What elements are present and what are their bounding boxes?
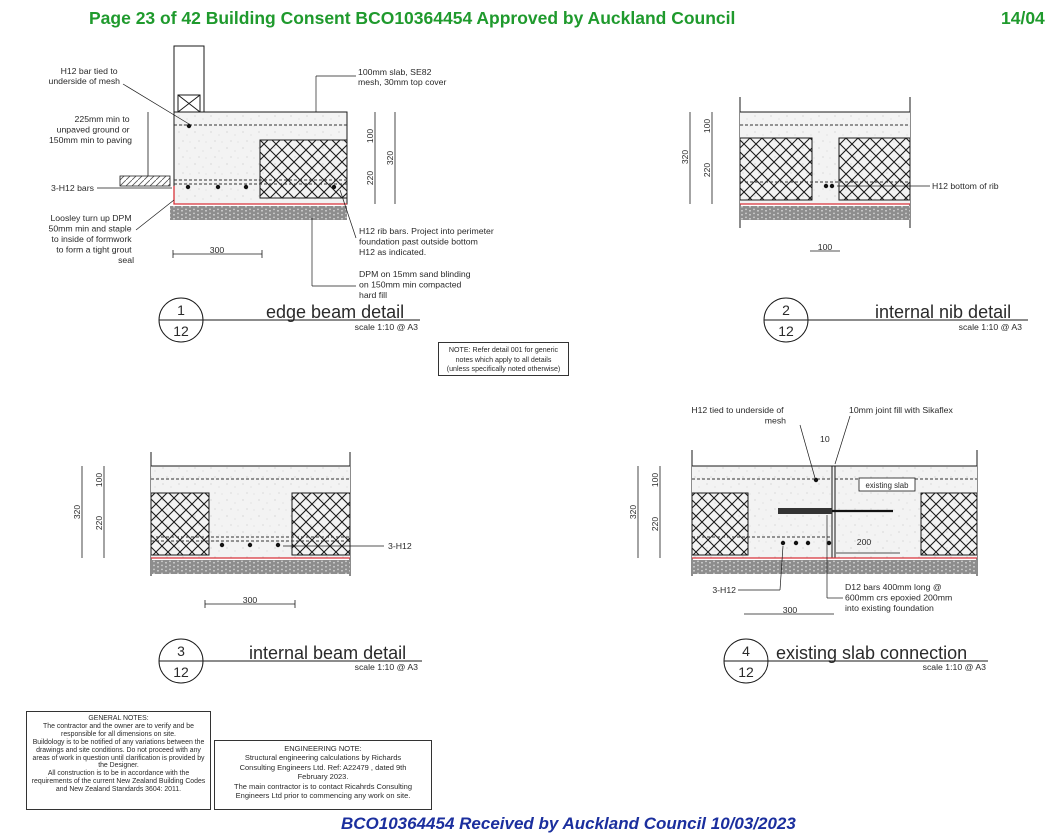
detail-1-min-height-line-2: unpaved ground or (56, 124, 130, 135)
detail-1-label-slab (358, 67, 446, 87)
page-header-date: 14/04 (1001, 8, 1045, 28)
general-notes-line-8: requirements of the current New Zealand Building Codes (31, 778, 206, 786)
detail-3-dim-320: 320 (72, 504, 82, 520)
refer-detail-note (438, 342, 569, 376)
detail-3-scale: scale 1:10 @ A3 (354, 662, 418, 672)
engineering-note-line-4: The main contractor is to contact Ricahrds Consulting (234, 781, 412, 791)
detail-1-dpm-turn-line-1: Loosley turn up DPM (50, 213, 132, 223)
detail-1-label-bar-tied (49, 66, 121, 86)
general-notes-line-5: areas of work in question until clarification is provided by (32, 754, 205, 762)
detail-3-dim-100: 100 (94, 472, 104, 488)
detail-1-bar-tied-line-1: H12 bar tied to (60, 66, 118, 76)
detail-1-edge-beam-drawing (49, 46, 497, 342)
general-notes-line-3: Buildology is to be notified of any variations between the (32, 738, 205, 746)
detail-1-dpm-turn-line-4: to form a tight grout (56, 244, 132, 255)
detail-4-existing-slab-drawing (628, 405, 988, 683)
detail-1-dpm-line-3: hard fill (359, 290, 388, 300)
refer-note-line-1: NOTE: Refer detail 001 for generic (448, 346, 559, 354)
detail-1-dim-300: 300 (209, 245, 225, 255)
detail-1-label-dpm-turn (49, 213, 135, 265)
general-notes-box (26, 711, 211, 810)
engineering-note-box (214, 740, 432, 810)
detail-1-title: edge beam detail (266, 302, 405, 322)
refer-note-line-2: notes which apply to all details (455, 355, 552, 364)
detail-4-label-joint: 10mm joint fill with Sikaflex (849, 405, 953, 415)
detail-1-dim-100: 100 (365, 128, 375, 144)
detail-2-sheet: 12 (778, 323, 794, 339)
detail-4-dim-200: 200 (856, 537, 872, 547)
detail-4-dowels-line-2: 600mm crs epoxied 200mm (845, 592, 953, 603)
refer-note-line-3: (unless specifically noted otherwise) (446, 365, 561, 373)
detail-1-number: 1 (177, 302, 185, 318)
engineering-note-line-5: Engineers Ltd prior to commencing any work on site. (235, 791, 411, 801)
detail-2-number: 2 (782, 302, 790, 318)
detail-4-dim-220: 220 (650, 516, 660, 532)
engineering-note-line-1: Structural engineering calculations by Richards (244, 753, 402, 763)
detail-1-sheet: 12 (173, 323, 189, 339)
detail-2-dim-320: 320 (680, 149, 690, 165)
detail-1-slab-line-2: mesh, 30mm top cover (358, 77, 447, 87)
detail-4-dowels-line-3: into existing foundation (845, 603, 934, 613)
engineering-note-heading: ENGINEERING NOTE: (284, 744, 362, 753)
detail-1-dpm-turn-line-3: to inside of formwork (51, 234, 132, 244)
detail-2-dim-100w: 100 (817, 242, 833, 252)
detail-1-min-height-line-3: 150mm min to paving (48, 135, 132, 145)
detail-3-title: internal beam detail (249, 643, 407, 663)
detail-1-dpm-turn-line-2: 50mm min and staple (48, 223, 132, 234)
detail-1-dpm-line-1: DPM on 15mm sand blinding (359, 269, 471, 279)
general-notes-line-9: and New Zealand Standards 3604: 2011. (55, 786, 182, 794)
general-notes-line-6: the Designer. (98, 762, 139, 770)
detail-2-title: internal nib detail (875, 302, 1012, 322)
detail-3-dim-220: 220 (94, 515, 104, 531)
general-notes-line-2: responsible for all dimensions on site. (61, 730, 176, 738)
detail-4-tied-line-2: mesh (764, 415, 786, 426)
detail-1-label-dpm (359, 269, 473, 300)
general-notes-heading: GENERAL NOTES: (88, 715, 149, 722)
detail-1-label-bars: 3-H12 bars (51, 183, 94, 193)
detail-1-label-rib-bars (359, 226, 496, 257)
detail-4-label-tied (691, 405, 786, 426)
general-notes-line-1: The contractor and the owner are to verify and be (43, 722, 194, 730)
detail-1-dim-320: 320 (385, 150, 395, 166)
detail-3-sheet: 12 (173, 664, 189, 680)
detail-4-tied-line-1: H12 tied to underside of (691, 405, 784, 415)
detail-1-bar-tied-line-2: underside of mesh (48, 76, 120, 86)
detail-1-dim-220: 220 (365, 170, 375, 186)
detail-4-number: 4 (742, 643, 750, 659)
page-header-title: Page 23 of 42 Building Consent BCO10364454 Approved by Auckland Council (89, 8, 736, 28)
detail-1-label-min-height (49, 114, 132, 145)
detail-1-rib-bars-line-2: foundation past outside bottom (359, 236, 478, 247)
detail-1-dpm-turn-line-5: seal (118, 255, 134, 265)
detail-4-label-dowels (845, 582, 955, 613)
detail-3-label-bars: 3-H12 (388, 541, 412, 551)
detail-1-rib-bars-line-1: H12 rib bars. Project into perimeter (359, 226, 494, 236)
detail-4-dim-100: 100 (650, 472, 660, 488)
engineering-note-line-3: February 2023. (297, 772, 349, 782)
detail-1-slab-line-1: 100mm slab, SE82 (358, 67, 432, 77)
general-notes-line-4: drawings and site conditions. Do not proceed with any (36, 746, 201, 754)
detail-1-dpm-line-2: on 150mm min compacted (359, 279, 462, 290)
detail-2-internal-nib-drawing (680, 97, 1028, 342)
detail-4-scale: scale 1:10 @ A3 (922, 662, 986, 672)
detail-4-label-gap: 10 (820, 434, 830, 444)
engineering-note-line-2: Consulting Engineers Ltd. Ref: A22479 , dated 9th (239, 762, 407, 772)
detail-2-scale: scale 1:10 @ A3 (958, 322, 1022, 332)
general-notes-line-7: All construction is to be in accordance with the (47, 770, 190, 778)
detail-4-sheet: 12 (738, 664, 754, 680)
detail-2-dim-220: 220 (702, 162, 712, 178)
detail-3-internal-beam-drawing (72, 452, 422, 683)
detail-4-dowels-line-1: D12 bars 400mm long @ (845, 582, 942, 592)
detail-3-number: 3 (177, 643, 185, 659)
detail-4-title: existing slab connection (776, 643, 968, 663)
detail-1-min-height-line-1: 225mm min to (74, 114, 130, 124)
detail-4-label-existing: existing slab (865, 481, 909, 490)
detail-3-dim-300: 300 (242, 595, 258, 605)
detail-4-dim-320: 320 (628, 504, 638, 520)
detail-4-dim-300: 300 (782, 605, 798, 615)
detail-2-dim-100: 100 (702, 118, 712, 134)
detail-1-scale: scale 1:10 @ A3 (354, 322, 418, 332)
detail-4-label-bars: 3-H12 (712, 585, 736, 595)
received-stamp: BCO10364454 Received by Auckland Council 10/03/2023 (341, 814, 796, 833)
detail-1-rib-bars-line-3: H12 as indicated. (359, 247, 427, 257)
detail-2-label-bottom-rib: H12 bottom of rib (932, 181, 999, 191)
